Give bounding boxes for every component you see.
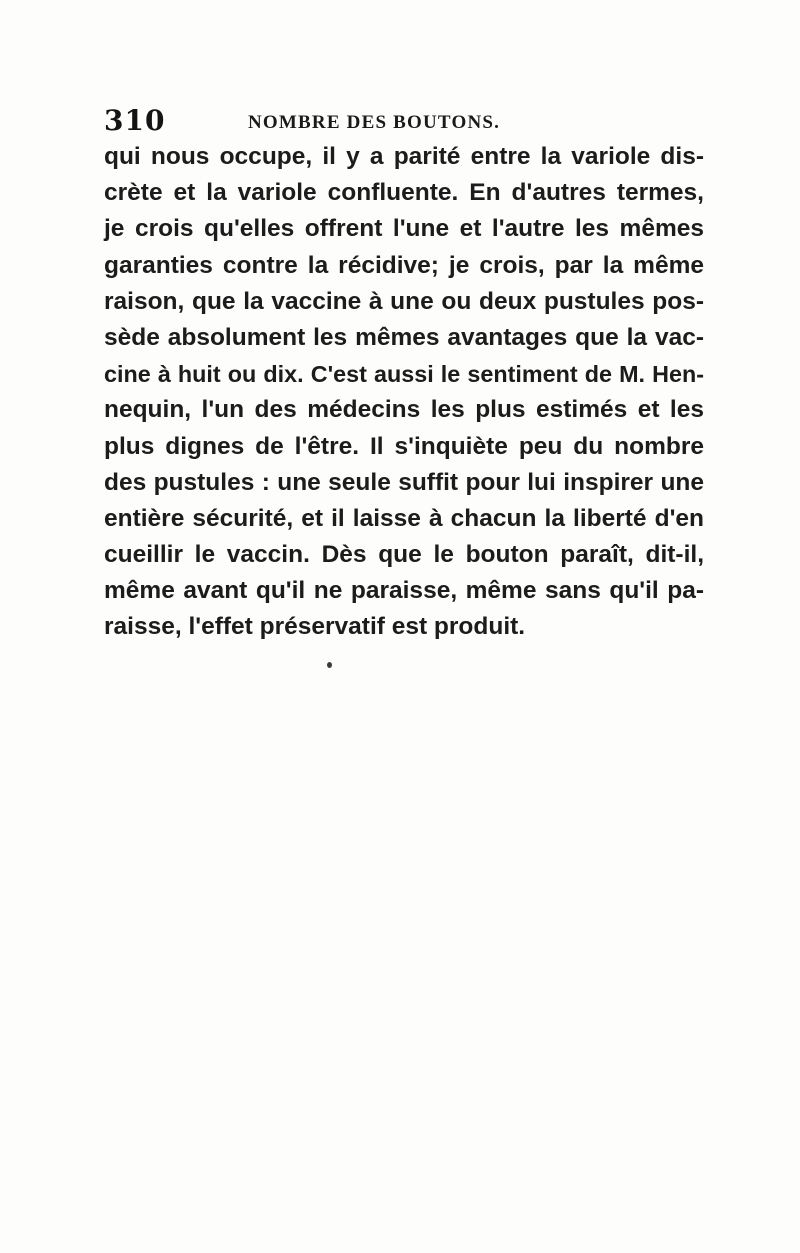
text-line: cine à huit ou dix. C'est aussi le sentiment de M. Hen- [104, 361, 704, 388]
running-title: NOMBRE DES BOUTONS. [248, 112, 501, 133]
text-line: crète et la variole confluente. En d'autres termes, [104, 179, 704, 207]
text-line: entière sécurité, et il laisse à chacun la liberté d'en [104, 504, 704, 532]
text-line: garanties contre la récidive; je crois, par la même [104, 251, 704, 279]
body-paragraph [104, 139, 704, 646]
ink-speck [327, 662, 332, 668]
text-line: plus dignes de l'être. Il s'inquiète peu du nombre [104, 432, 704, 460]
text-line: qui nous occupe, il y a parité entre la variole dis- [104, 143, 704, 170]
text-line: nequin, l'un des médecins les plus estimés et les [104, 396, 704, 424]
text-line: raisse, l'effet préservatif est produit. [104, 613, 526, 641]
text-line: sède absolument les mêmes avantages que la vac- [104, 323, 704, 351]
text-line: des pustules : une seule suffit pour lui inspirer une [104, 468, 704, 496]
text-line: raison, que la vaccine à une ou deux pustules pos- [104, 287, 704, 315]
page-header [104, 104, 724, 144]
page-number: 310 [104, 104, 166, 137]
text-line: même avant qu'il ne paraisse, même sans qu'il pa- [104, 577, 704, 605]
text-line: cueillir le vaccin. Dès que le bouton paraît, dit-il, [104, 541, 704, 569]
text-line: je crois qu'elles offrent l'une et l'autre les mêmes [104, 215, 704, 243]
